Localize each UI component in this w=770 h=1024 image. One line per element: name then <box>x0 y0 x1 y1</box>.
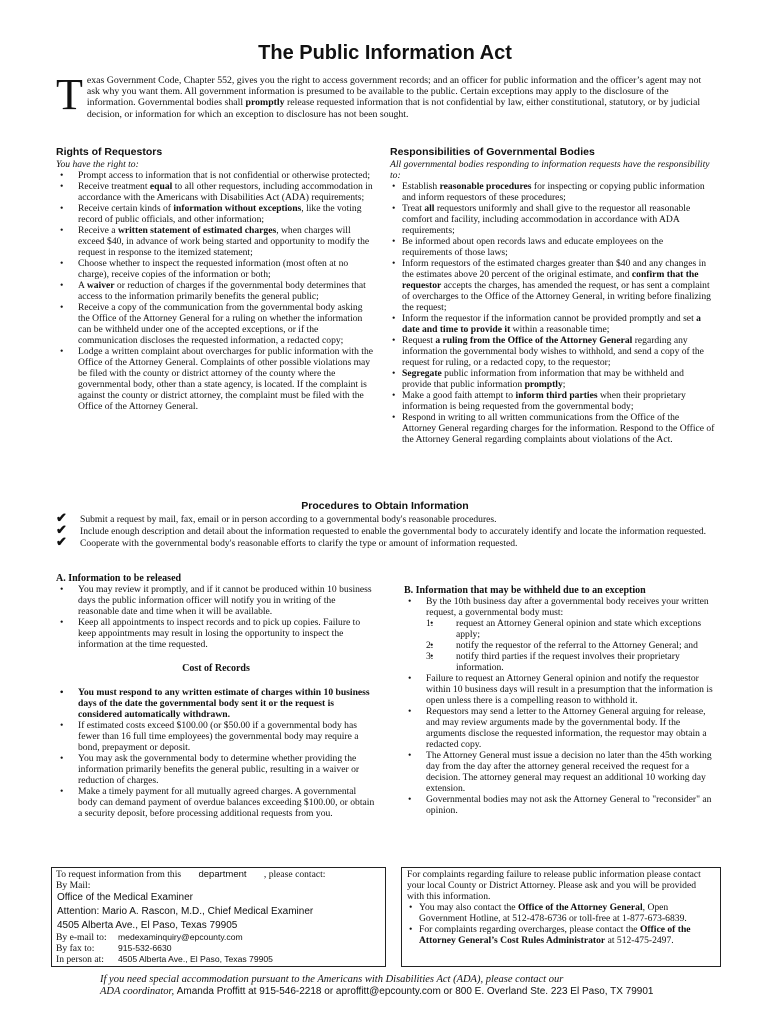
rights-item: • Receive a copy of the communication from the governmental body asking the Office of the Attorney General for a ruling on whether the information can be withheld under one of the accepted exceptions, or if the communication discloses the requested information, a redacted copy; <box>56 302 374 346</box>
fax-number: 915-532-6630 <box>118 943 172 953</box>
person-address: 4505 Alberta Ave., El Paso, Texas 79905 <box>118 954 273 964</box>
section-b <box>404 585 716 816</box>
section-a-list <box>56 584 376 650</box>
responsibility-item: • Inform requestors of the estimated charges greater than $40 and any changes in the estimates above 20 percent of the original estimate, and confirm that the requestor accepts the charges, has amended the request, or has sent a complaint of overcharges to the Office of the Attorney General, in writing before finalizing the request; <box>390 258 715 313</box>
cost-item: • Make a timely payment for all mutually agreed charges. A governmental body can demand payment of overdue balances exceeding $100.00, or obtain a security deposit, before processing additional requests from you. <box>56 786 376 819</box>
footer: If you need special accommodation pursuant to the Americans with Disabilities Act (ADA), please contact our ADA coordinator, Amanda Proffitt at 915-546-2218 or aproffitt@epcounty.com or 800 E. Overland Ste. 223 El Paso, TX 79901 <box>100 974 654 997</box>
procedure-text: Submit a request by mail, fax, email or in person according to a governmental body's reasonable procedures. <box>80 514 497 525</box>
section-b-step <box>426 618 716 640</box>
rights-heading: Rights of Requestors <box>56 146 163 158</box>
section-a-heading: A. Information to be released <box>56 573 182 584</box>
complaints-intro: For complaints regarding failure to release public information please contact your local County or District Attorney. Please ask and you will be provided with this information. <box>407 869 701 902</box>
ada-contact-details: at 915-546-2218 or aproffitt@epcounty.com or 800 E. Overland Ste. 223 El Paso, TX 79901 <box>248 986 654 997</box>
rights-item: • Lodge a written complaint about overcharges for public information with the Office of the Attorney General. Complaints of other possible violations may be filed with the county or district attorney of the county where the governmental body, other than a state agency, is located. If the complaint is against the county or district attorney, the complaint must be filed with the Office of the Attorney General. <box>56 346 374 412</box>
cost-item: • If estimated costs exceed $100.00 (or $50.00 if a governmental body has fewer than 16 full time employees) the governmental body may require a bond, prepayment or deposit. <box>56 720 376 753</box>
section-b-item: • Governmental bodies may not ask the Attorney General to "reconsider" an opinion. <box>404 794 716 816</box>
responsibility-item: • Request a ruling from the Office of the Attorney General regarding any information the governmental body wishes to withhold, and send a copy of the request for ruling, or a redacted copy, to the requestor; <box>390 335 715 368</box>
page-title: The Public Information Act <box>258 42 512 64</box>
responsibilities-section <box>390 146 715 445</box>
responsibilities-heading: Responsibilities of Governmental Bodies <box>390 146 595 158</box>
ada-coordinator-name: Amanda Proffitt <box>176 986 246 997</box>
responsibility-item: • Respond in writing to all written communications from the Office of the Attorney General regarding charges for the information. Respond to the Office of the Attorney General regarding complaints about violations of the Act. <box>390 412 715 445</box>
cost-heading: Cost of Records <box>182 663 250 674</box>
responsibility-item: • Treat all requestors uniformly and shall give to the requestor all reasonable comfort and facility, including accommodation in accordance with ADA requirements; <box>390 203 715 236</box>
checkmark-icon: ✔ <box>56 522 67 537</box>
section-b-steps <box>426 618 716 673</box>
step-number: • 2. <box>426 640 434 651</box>
responsibilities-subheading: All governmental bodies responding to information requests have the responsibility to: <box>390 159 710 181</box>
procedure-item <box>56 534 726 549</box>
section-b-item: • The Attorney General must issue a decision no later than the 45th working day from the day after the attorney general received the request for a decision. The attorney general may request an additional 10 working day extension. <box>404 750 716 794</box>
section-a-item: • Keep all appointments to inspect records and to pick up copies. Failure to keep appointments may result in losing the opportunity to inspect the information at the time requested. <box>56 617 376 650</box>
rights-item: • Receive certain kinds of information without exceptions, like the voting record of public officials, and other information; <box>56 203 374 225</box>
responsibility-item: • Inform the requestor if the information cannot be provided promptly and set a date and time to provide it within a reasonable time; <box>390 313 715 335</box>
checkmark-icon: ✔ <box>56 510 67 525</box>
section-a <box>56 573 376 819</box>
attention-line: Attention: Mario A. Rascon, M.D., Chief Medical Examiner <box>57 906 314 917</box>
rights-item: • Prompt access to information that is not confidential or otherwise protected; <box>56 170 374 181</box>
section-b-list <box>404 596 716 816</box>
responsibilities-list <box>390 181 715 445</box>
step-text: request an Attorney General opinion and state which exceptions apply; <box>456 618 702 640</box>
section-b-step <box>426 651 716 673</box>
cost-item: • You may ask the governmental body to determine whether providing the information primarily benefits the general public, resulting in a waiver or reduction of charges. <box>56 753 376 786</box>
section-b-item: • By the 10th business day after a governmental body receives your written request, a governmental body must: • 1. request an Attorney General opinion and state which exceptions apply; • 2. notify the requestor of the referral to the Attorney General; and • 3. notify third parties if the request involves their proprietary information. <box>404 596 716 673</box>
rights-item: • Choose whether to inspect the requested information (most often at no charge), receive copies of the information or both; <box>56 258 374 280</box>
contact-box: To request information from this department , please contact: By Mail: Office of the Medical Examiner Attention: Mario A. Rascon, M.D., Chief Medical Examiner 4505 Alberta Ave., El Paso, Texas 79905 By e-mail to: medexaminquiry@epcounty.com By fax to: 915-532-6630 In person at: 4505 Alberta Ave., El Paso, Texas 79905 <box>51 867 386 967</box>
step-text: notify third parties if the request involves their proprietary information. <box>456 651 680 673</box>
complaint-item-cost: • For complaints regarding overcharges, please contact the Office of the Attorney General’s Cost Rules Administrator at 512-475-2497. <box>407 924 715 946</box>
intro-paragraph: Texas Government Code, Chapter 552, gives you the right to access government records; and an officer for public information and the officer’s agent may not ask why you want them. All government information is presumed to be available to the public. Certain exceptions may apply to the disclosure of the information. Governmental bodies shall promptly release requested information that is not confidential by law, either constitutional, statutory, or by judicial decision, or information for which an exception to disclosure has not been sought. <box>56 70 702 120</box>
section-b-step <box>426 640 716 651</box>
rights-section <box>56 146 374 412</box>
procedure-item <box>56 510 726 525</box>
office-name: Office of the Medical Examiner <box>57 892 193 903</box>
cost-item: • You must respond to any written estimate of charges within 10 business days of the date the governmental body sent it or the request is considered automatically withdrawn. <box>56 687 376 720</box>
section-b-item: • Failure to request an Attorney General opinion and notify the requestor within 10 business days will result in a presumption that the information is open unless there is a compelling reason to withhold it. <box>404 673 716 706</box>
section-a-item: • You may review it promptly, and if it cannot be produced within 10 business days the public information officer will notify you in writing of the reasonable date and time when it will be available. <box>56 584 376 617</box>
section-b-item: • Requestors may send a letter to the Attorney General arguing for release, and may review arguments made by the governmental body. If the arguments disclose the requested information, the requestor may obtain a redacted copy. <box>404 706 716 750</box>
rights-item: • Receive a written statement of estimated charges, when charges will exceed $40, in advance of work being started and opportunity to modify the request in response to the itemized statement; <box>56 225 374 258</box>
procedures-heading: Procedures to Obtain Information <box>301 500 469 512</box>
responsibility-item: • Establish reasonable procedures for inspecting or copying public information and inform requestors of these procedures; <box>390 181 715 203</box>
step-number: • 3. <box>426 651 434 662</box>
rights-list <box>56 170 374 412</box>
step-number: • 1. <box>426 618 434 629</box>
email-link[interactable]: medexaminquiry@epcounty.com <box>118 932 243 942</box>
procedures-list <box>56 510 726 550</box>
rights-subheading: You have the right to: <box>56 159 139 170</box>
complaints-box <box>401 867 721 967</box>
checkmark-icon: ✔ <box>56 534 67 549</box>
complaint-item-ag: • You may also contact the Office of the Attorney General, Open Government Hotline, at 512-478-6736 or toll-free at 1-877-673-6839. <box>407 902 715 924</box>
rights-item: • A waiver or reduction of charges if the governmental body determines that access to the information primarily benefits the general public; <box>56 280 374 302</box>
mail-address: 4505 Alberta Ave., El Paso, Texas 79905 <box>57 920 238 931</box>
responsibility-item: • Be informed about open records laws and educate employees on the requirements of those laws; <box>390 236 715 258</box>
step-text: notify the requestor of the referral to the Attorney General; and <box>456 640 698 651</box>
section-b-heading: B. Information that may be withheld due to an exception <box>404 585 646 596</box>
department-field: department <box>198 869 247 880</box>
responsibility-item: • Make a good faith attempt to inform third parties when their proprietary information is being requested from the governmental body; <box>390 390 715 412</box>
procedure-text: Cooperate with the governmental body's reasonable efforts to clarify the type or amount of information requested. <box>80 538 518 549</box>
rights-item: • Receive treatment equal to all other requestors, including accommodation in accordance with the Americans with Disabilities Act (ADA) requirements; <box>56 181 374 203</box>
procedure-text: Include enough description and detail about the information requested to enable the governmental body to accurately identify and locate the information requested. <box>80 526 707 537</box>
responsibility-item: • Segregate public information from information that may be withheld and provide that public information promptly; <box>390 368 715 390</box>
procedure-item <box>56 522 726 537</box>
cost-list <box>56 687 376 819</box>
dropcap: T <box>56 70 83 119</box>
